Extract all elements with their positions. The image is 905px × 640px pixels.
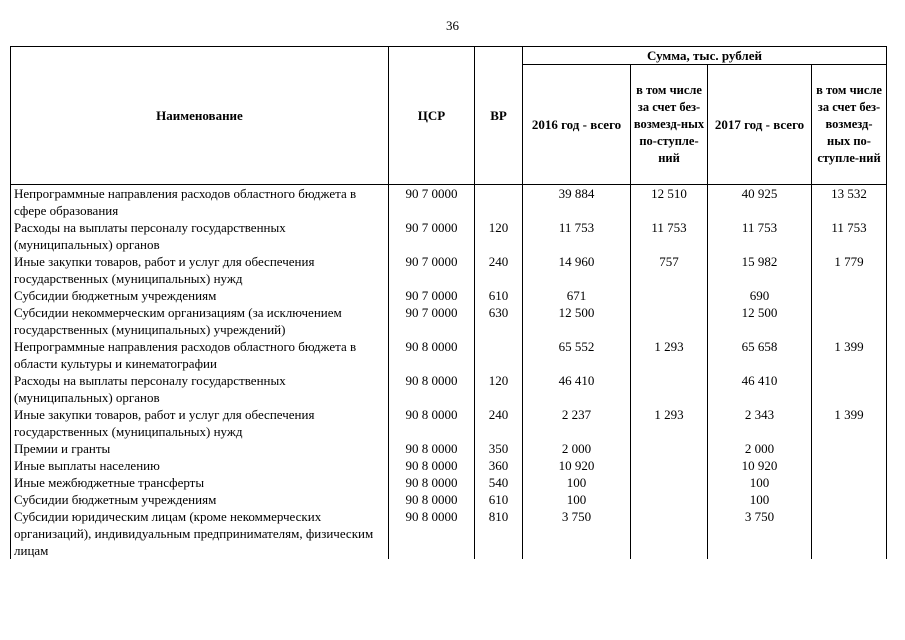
row-vr: 240 — [475, 253, 523, 287]
row-2017-grants: 1 399 — [812, 338, 887, 372]
header-vr: ВР — [475, 47, 523, 185]
row-2016-grants: 11 753 — [631, 219, 708, 253]
row-2016-grants — [631, 304, 708, 338]
header-2016-total: 2016 год - всего — [523, 65, 631, 185]
table-row — [11, 338, 887, 372]
row-2017-total: 65 658 — [708, 338, 812, 372]
row-vr: 350 — [475, 440, 523, 457]
page-number: 36 — [446, 18, 459, 33]
row-2016-total: 46 410 — [523, 372, 631, 406]
table-row — [11, 287, 887, 304]
table-header — [11, 47, 887, 185]
header-name: Наименование — [11, 47, 389, 185]
row-name: Субсидии некоммерческим организациям (за исключением государственных (муниципальных) учреждений) — [11, 304, 389, 338]
row-2016-total: 2 237 — [523, 406, 631, 440]
row-csr: 90 8 0000 — [389, 338, 475, 372]
header-csr: ЦСР — [389, 47, 475, 185]
row-2016-total: 100 — [523, 474, 631, 491]
row-name: Иные межбюджетные трансферты — [11, 474, 389, 491]
row-2016-grants — [631, 287, 708, 304]
row-name: Субсидии юридическим лицам (кроме некоммерческих организаций), индивидуальным предпринимателям, физическим лицам — [11, 508, 389, 559]
table-row — [11, 253, 887, 287]
row-csr: 90 7 0000 — [389, 253, 475, 287]
row-csr: 90 8 0000 — [389, 491, 475, 508]
row-vr: 610 — [475, 491, 523, 508]
row-csr: 90 8 0000 — [389, 440, 475, 457]
row-2017-grants: 11 753 — [812, 219, 887, 253]
row-2017-total: 3 750 — [708, 508, 812, 559]
row-name: Непрограммные направления расходов областного бюджета в области культуры и кинематографии — [11, 338, 389, 372]
row-2017-grants — [812, 457, 887, 474]
row-2016-total: 14 960 — [523, 253, 631, 287]
row-name: Субсидии бюджетным учреждениям — [11, 287, 389, 304]
table-row — [11, 440, 887, 457]
row-vr: 360 — [475, 457, 523, 474]
row-2017-total: 15 982 — [708, 253, 812, 287]
row-2016-grants: 757 — [631, 253, 708, 287]
row-2017-grants — [812, 474, 887, 491]
row-2017-total: 40 925 — [708, 185, 812, 220]
row-2017-grants — [812, 287, 887, 304]
row-2016-total: 65 552 — [523, 338, 631, 372]
header-2017-total: 2017 год - всего — [708, 65, 812, 185]
row-name: Премии и гранты — [11, 440, 389, 457]
row-vr: 120 — [475, 372, 523, 406]
row-2016-grants — [631, 508, 708, 559]
row-2017-grants: 1 399 — [812, 406, 887, 440]
row-2016-total: 11 753 — [523, 219, 631, 253]
row-2016-grants — [631, 457, 708, 474]
row-vr: 630 — [475, 304, 523, 338]
row-csr: 90 7 0000 — [389, 219, 475, 253]
row-2016-total: 2 000 — [523, 440, 631, 457]
row-2017-total: 46 410 — [708, 372, 812, 406]
row-2017-grants: 1 779 — [812, 253, 887, 287]
table-row — [11, 372, 887, 406]
table-body — [11, 185, 887, 560]
table-row — [11, 406, 887, 440]
row-2017-total: 2 343 — [708, 406, 812, 440]
row-2017-total: 100 — [708, 491, 812, 508]
row-vr — [475, 185, 523, 220]
row-2017-grants — [812, 372, 887, 406]
row-name: Расходы на выплаты персоналу государственных (муниципальных) органов — [11, 219, 389, 253]
row-vr: 810 — [475, 508, 523, 559]
row-2017-total: 690 — [708, 287, 812, 304]
row-2016-total: 100 — [523, 491, 631, 508]
row-csr: 90 7 0000 — [389, 287, 475, 304]
row-csr: 90 8 0000 — [389, 474, 475, 491]
row-csr: 90 8 0000 — [389, 372, 475, 406]
header-2017-grants: в том числе за счет без-возмезд-ных по-ступле-ний — [812, 65, 887, 185]
row-vr: 120 — [475, 219, 523, 253]
table-row — [11, 304, 887, 338]
row-2017-grants — [812, 440, 887, 457]
row-2017-grants — [812, 304, 887, 338]
row-2016-grants — [631, 474, 708, 491]
table-row — [11, 457, 887, 474]
row-name: Субсидии бюджетным учреждениям — [11, 491, 389, 508]
row-2017-grants — [812, 491, 887, 508]
header-2016-grants: в том числе за счет без-возмезд-ных по-ступле-ний — [631, 65, 708, 185]
row-2017-total: 12 500 — [708, 304, 812, 338]
row-name: Расходы на выплаты персоналу государственных (муниципальных) органов — [11, 372, 389, 406]
row-csr: 90 7 0000 — [389, 185, 475, 220]
table-row — [11, 185, 887, 220]
row-2017-total: 100 — [708, 474, 812, 491]
row-csr: 90 8 0000 — [389, 457, 475, 474]
row-2016-total: 12 500 — [523, 304, 631, 338]
row-name: Иные закупки товаров, работ и услуг для обеспечения государственных (муниципальных) нужд — [11, 253, 389, 287]
row-vr: 610 — [475, 287, 523, 304]
row-2016-grants: 1 293 — [631, 406, 708, 440]
row-2017-total: 2 000 — [708, 440, 812, 457]
row-2016-grants — [631, 372, 708, 406]
row-2016-total: 39 884 — [523, 185, 631, 220]
row-2016-grants — [631, 491, 708, 508]
row-2017-grants — [812, 508, 887, 559]
row-csr: 90 7 0000 — [389, 304, 475, 338]
table-row — [11, 491, 887, 508]
row-vr: 240 — [475, 406, 523, 440]
row-2016-grants — [631, 440, 708, 457]
row-name: Иные закупки товаров, работ и услуг для обеспечения государственных (муниципальных) нужд — [11, 406, 389, 440]
row-2017-grants: 13 532 — [812, 185, 887, 220]
row-2017-total: 11 753 — [708, 219, 812, 253]
row-vr — [475, 338, 523, 372]
row-name: Иные выплаты населению — [11, 457, 389, 474]
row-2017-total: 10 920 — [708, 457, 812, 474]
row-2016-total: 671 — [523, 287, 631, 304]
row-2016-total: 3 750 — [523, 508, 631, 559]
row-2016-grants: 1 293 — [631, 338, 708, 372]
row-vr: 540 — [475, 474, 523, 491]
row-2016-grants: 12 510 — [631, 185, 708, 220]
row-2016-total: 10 920 — [523, 457, 631, 474]
header-sum-group: Сумма, тыс. рублей — [523, 47, 887, 65]
table-row — [11, 508, 887, 559]
row-name: Непрограммные направления расходов областного бюджета в сфере образования — [11, 185, 389, 220]
row-csr: 90 8 0000 — [389, 406, 475, 440]
row-csr: 90 8 0000 — [389, 508, 475, 559]
budget-table — [10, 46, 887, 559]
table-row — [11, 474, 887, 491]
table-row — [11, 219, 887, 253]
